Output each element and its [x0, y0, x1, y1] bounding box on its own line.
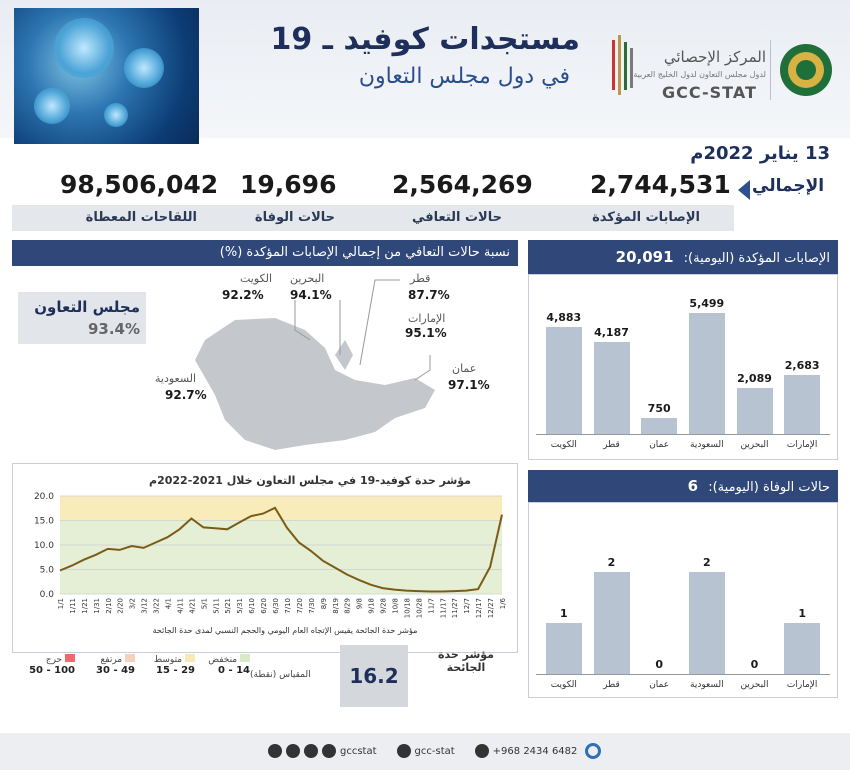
- deaths-bar-3: [689, 572, 725, 674]
- deaths-category-4: البحرين: [740, 680, 769, 690]
- scale-label: المقياس (نقطة): [250, 670, 311, 680]
- linkedin-icon[interactable]: [397, 744, 411, 758]
- deaths-value-3: 2: [703, 556, 711, 570]
- deaths-bar-0: [546, 623, 582, 674]
- severity-ytick-1: 5.0: [39, 565, 54, 576]
- severity-xtick-18: 6/30: [272, 598, 281, 614]
- confirmed-daily-label: الإصابات المؤكدة (اليومية):: [683, 251, 830, 266]
- severity-xtick-3: 1/31: [92, 598, 101, 614]
- map-uae-label: الإمارات: [408, 312, 446, 325]
- org-name-en: GCC-STAT: [662, 83, 757, 102]
- severity-note: مؤشر حدة الجائحة يقيس الإتجاه العام اليومي والحجم النسبي لمدى حدة الجائحة: [152, 626, 418, 635]
- deaths-axis: [536, 674, 830, 675]
- confirmed-bar-0: [546, 327, 582, 434]
- severity-ytick-3: 15.0: [33, 516, 54, 527]
- confirmed-value-5: 2,683: [784, 358, 820, 372]
- confirmed-category-1: قطر: [603, 440, 620, 450]
- deaths-value-0: 1: [560, 607, 568, 621]
- severity-xtick-23: 8/19: [331, 598, 340, 614]
- gcc-recovery-value: 93.4%: [87, 320, 140, 338]
- deaths-bar-5: [784, 623, 820, 674]
- severity-xtick-30: 10/28: [415, 598, 424, 619]
- legend-low: منخفض 0 - 14: [208, 655, 250, 676]
- legend-high: مرتفع 30 - 49: [96, 655, 135, 676]
- severity-xtick-33: 11/27: [451, 598, 460, 619]
- confirmed-axis: [536, 434, 830, 435]
- confirmed-daily-header: [528, 240, 838, 274]
- severity-xtick-17: 6/20: [260, 598, 269, 614]
- legend-critical: حرج 50 - 100: [29, 655, 75, 676]
- total-recovered-value: 2,564,269: [392, 170, 533, 199]
- severity-ytick-0: 0.0: [39, 590, 54, 600]
- severity-xtick-12: 5/1: [200, 598, 209, 610]
- page-title: مستجدات كوفيد ـ 19: [270, 22, 580, 57]
- total-vaccines-value: 98,506,042: [60, 170, 219, 199]
- footer-phone[interactable]: +968 2434 6482: [492, 745, 578, 757]
- total-recovered-label: حالات التعافي: [411, 210, 502, 225]
- severity-xtick-22: 8/9: [319, 598, 328, 610]
- severity-xtick-19: 7/10: [283, 598, 292, 614]
- severity-xtick-4: 2/10: [104, 598, 113, 614]
- deaths-category-5: الإمارات: [786, 680, 818, 690]
- severity-line-chart: [12, 486, 518, 626]
- severity-xtick-29: 10/18: [403, 598, 412, 619]
- map-qatar-label: قطر: [410, 272, 431, 285]
- severity-xtick-10: 4/11: [176, 598, 185, 614]
- confirmed-category-4: البحرين: [740, 440, 769, 450]
- map-kuwait-label: الكويت: [240, 272, 273, 285]
- severity-xtick-2: 1/21: [80, 598, 89, 614]
- virus-illustration: [14, 8, 199, 144]
- instagram-icon[interactable]: [322, 744, 336, 758]
- total-deaths-label: حالات الوفاة: [254, 210, 335, 225]
- facebook-icon[interactable]: [268, 744, 282, 758]
- map-oman-value: 97.1%: [448, 378, 490, 392]
- severity-xtick-11: 4/21: [188, 598, 197, 614]
- map-kuwait-value: 92.2%: [222, 288, 264, 302]
- severity-xtick-13: 5/11: [212, 598, 221, 614]
- severity-xtick-36: 12/27: [487, 598, 496, 619]
- confirmed-value-0: 4,883: [546, 310, 582, 324]
- footer-handle-1[interactable]: gccstat: [340, 745, 377, 757]
- legend-medium: متوسط 15 - 29: [153, 655, 195, 676]
- legend-critical-swatch: [65, 654, 75, 662]
- index-value: 16.2: [340, 645, 408, 707]
- severity-xtick-8: 3/22: [152, 598, 161, 614]
- severity-xtick-34: 12/7: [463, 598, 472, 614]
- footer-handle-2[interactable]: gcc-stat: [414, 745, 455, 757]
- severity-xtick-24: 8/29: [343, 598, 352, 614]
- org-name-ar: المركز الإحصائي: [663, 48, 766, 66]
- confirmed-category-2: عمان: [649, 440, 670, 450]
- severity-xtick-32: 11/17: [439, 598, 448, 619]
- confirmed-category-5: الإمارات: [786, 440, 818, 450]
- map-saudi-label: السعودية: [155, 372, 197, 385]
- confirmed-daily-total: 20,091: [615, 248, 674, 266]
- org-name-sub: لدول مجلس التعاون لدول الخليج العربية: [633, 70, 766, 79]
- page-subtitle: في دول مجلس التعاون: [358, 64, 570, 89]
- total-deaths-value: 19,696: [240, 170, 337, 199]
- severity-xtick-25: 9/8: [355, 598, 364, 610]
- severity-ytick-2: 10.0: [33, 541, 54, 551]
- deaths-bar-chart: [528, 502, 838, 698]
- deaths-value-1: 2: [607, 556, 616, 570]
- deaths-daily-total: 6: [687, 477, 699, 495]
- deaths-daily-label: حالات الوفاة (اليومية):: [708, 480, 830, 495]
- deaths-category-1: قطر: [603, 680, 620, 690]
- deaths-category-0: الكويت: [550, 680, 577, 690]
- report-date: 13 يناير 2022م: [690, 143, 830, 164]
- deaths-value-4: 0: [750, 658, 759, 671]
- deaths-category-3: السعودية: [690, 680, 724, 690]
- arrow-left-icon: [738, 180, 750, 200]
- confirmed-value-4: 2,089: [737, 372, 772, 386]
- severity-xtick-35: 12/17: [475, 598, 484, 619]
- confirmed-bar-2: [641, 418, 677, 435]
- deaths-bar-1: [594, 572, 630, 674]
- gcc-recovery-label: مجلس التعاون: [34, 298, 140, 316]
- confirmed-bar-4: [737, 388, 773, 434]
- deaths-value-2: 0: [655, 658, 663, 671]
- confirmed-value-3: 5,499: [689, 297, 725, 311]
- severity-xtick-20: 7/20: [295, 598, 304, 614]
- gccstat-logo-icon: [608, 30, 638, 100]
- severity-band-low: [60, 521, 502, 595]
- legend-medium-swatch: [185, 654, 195, 662]
- footer-social: [268, 743, 601, 759]
- severity-xtick-0: 1/1: [57, 598, 65, 610]
- map-saudi-value: 92.7%: [165, 388, 207, 402]
- map-qatar-value: 87.7%: [408, 288, 450, 302]
- severity-xtick-26: 9/18: [367, 598, 376, 614]
- confirmed-bar-chart: [528, 274, 838, 460]
- severity-xtick-15: 5/31: [236, 598, 245, 614]
- severity-xtick-31: 11/7: [427, 598, 436, 614]
- severity-chart-title: مؤشر حدة كوفيد-19 في مجلس التعاون خلال 2021-2022م: [149, 474, 471, 487]
- gccstat-small-logo-icon: [585, 743, 601, 759]
- severity-ytick-4: 20.0: [33, 492, 54, 502]
- total-confirmed-label: الإصابات المؤكدة: [592, 210, 700, 225]
- confirmed-value-1: 4,187: [594, 325, 629, 339]
- confirmed-bar-5: [784, 375, 820, 434]
- map-oman-label: عمان: [452, 362, 477, 375]
- severity-xtick-14: 5/21: [224, 598, 233, 614]
- legend-high-swatch: [125, 654, 135, 662]
- severity-xtick-37: 1/6: [499, 598, 507, 610]
- confirmed-bar-1: [594, 342, 630, 434]
- confirmed-category-0: الكويت: [550, 440, 577, 450]
- twitter-icon[interactable]: [286, 744, 300, 758]
- severity-xtick-27: 9/28: [379, 598, 388, 614]
- logo-divider: [770, 40, 771, 100]
- severity-xtick-9: 4/1: [164, 598, 173, 610]
- youtube-icon[interactable]: [304, 744, 318, 758]
- deaths-category-2: عمان: [649, 680, 670, 690]
- severity-xtick-28: 10/8: [391, 598, 400, 614]
- legend-low-swatch: [240, 654, 250, 662]
- gcc-emblem-icon: [778, 42, 834, 98]
- severity-xtick-16: 6/10: [248, 598, 257, 614]
- severity-xtick-1: 1/11: [68, 598, 77, 614]
- whatsapp-icon[interactable]: [475, 744, 489, 758]
- map-uae-value: 95.1%: [405, 326, 447, 340]
- index-label: مؤشر حدة الجائحة: [438, 648, 494, 674]
- confirmed-bar-3: [689, 313, 725, 434]
- confirmed-value-2: 750: [647, 401, 671, 415]
- deaths-value-5: 1: [798, 607, 806, 621]
- severity-xtick-6: 3/2: [128, 598, 137, 610]
- total-vaccines-label: اللقاحات المعطاة: [85, 210, 197, 225]
- severity-xtick-7: 3/12: [140, 598, 149, 614]
- total-confirmed-value: 2,744,531: [590, 170, 731, 199]
- severity-xtick-21: 7/30: [307, 598, 316, 614]
- recovery-map-header: نسبة حالات التعافي من إجمالي الإصابات المؤكدة (%): [12, 240, 518, 266]
- deaths-daily-header: [528, 470, 838, 502]
- confirmed-category-3: السعودية: [690, 440, 724, 450]
- severity-xtick-5: 2/20: [116, 598, 125, 614]
- totals-label: الإجمالي: [752, 176, 825, 196]
- map-bahrain-value: 94.1%: [290, 288, 332, 302]
- map-bahrain-label: البحرين: [290, 272, 325, 285]
